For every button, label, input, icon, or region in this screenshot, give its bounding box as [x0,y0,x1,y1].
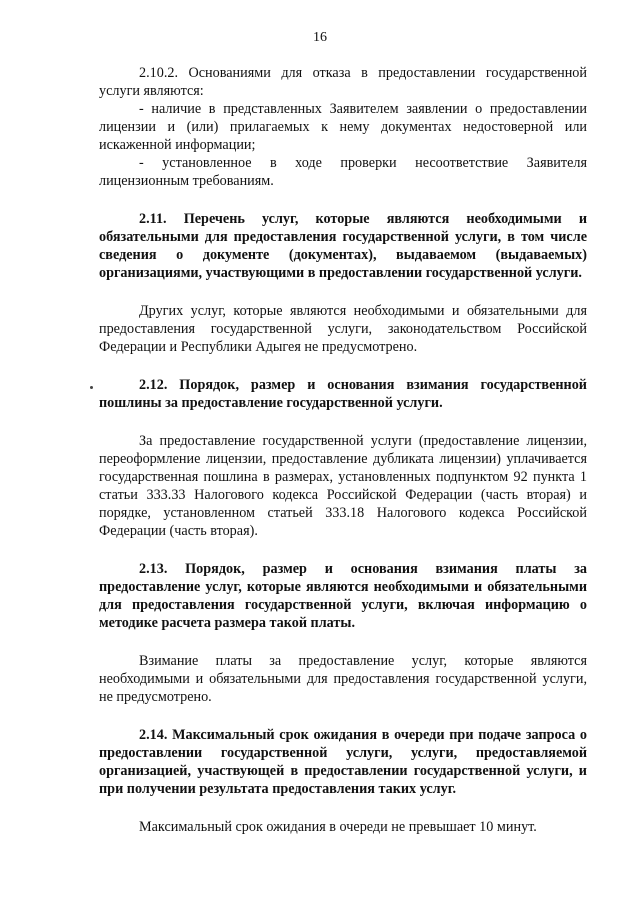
section-2-10-2-item-2: - установленное в ходе проверки несоответствие Заявителя лицензионным требованиям. [99,155,587,189]
page-number: 16 [313,30,327,45]
document-content [99,64,587,836]
section-2-10-2-item-1: - наличие в представленных Заявителем заявлении о предоставлении лицензии и (или) прилагаемых к нему документах недостоверной или искаженной информации; [99,101,587,153]
section-2-11-body: Других услуг, которые являются необходимыми и обязательными для предоставления государственной услуги, законодательством Российской Федерации и Республики Адыгея не предусмотрено. [99,303,587,355]
section-2-13-body: Взимание платы за предоставление услуг, которые являются необходимыми и обязательными для предоставления государственной услуги, не предусмотрено. [99,653,587,705]
section-2-10-2-intro: 2.10.2. Основаниями для отказа в предоставлении государственной услуги являются: [99,65,587,99]
section-2-12-body: За предоставление государственной услуги (предоставление лицензии, переоформление лицензии, предоставление дубликата лицензии) уплачивается государственная пошлина в размерах, установленных подпунктом 92 пункта 1 статьи 333.33 Налогового кодекса Российской Федерации (часть вторая) и порядке, установленном статьей 333.18 Налогового кодекса Российской Федерации (часть вторая). [99,433,587,539]
section-2-11-heading: 2.11. Перечень услуг, которые являются необходимыми и обязательными для предоставления государственной услуги, в том числе сведения о документе (документах), выдаваемом (выдаваемых) организациями, участвующими в предоставлении государственной услуги. [99,211,587,281]
section-2-13-heading: 2.13. Порядок, размер и основания взимания платы за предоставление услуг, которые являются необходимыми и обязательными для предоставления государственной услуги, включая информацию о методике расчета размера такой платы. [99,561,587,631]
margin-mark [90,386,93,389]
section-2-12-heading: 2.12. Порядок, размер и основания взимания государственной пошлины за предоставление государственной услуги. [99,377,587,411]
section-2-14-body: Максимальный срок ожидания в очереди не превышает 10 минут. [139,819,537,835]
section-2-14-heading: 2.14. Максимальный срок ожидания в очереди при подаче запроса о предоставлении государственной услуги, услуги, предоставляемой организацией, участвующей в предоставлении государственной услуги, и при получении результата предоставления таких услуг. [99,727,587,797]
